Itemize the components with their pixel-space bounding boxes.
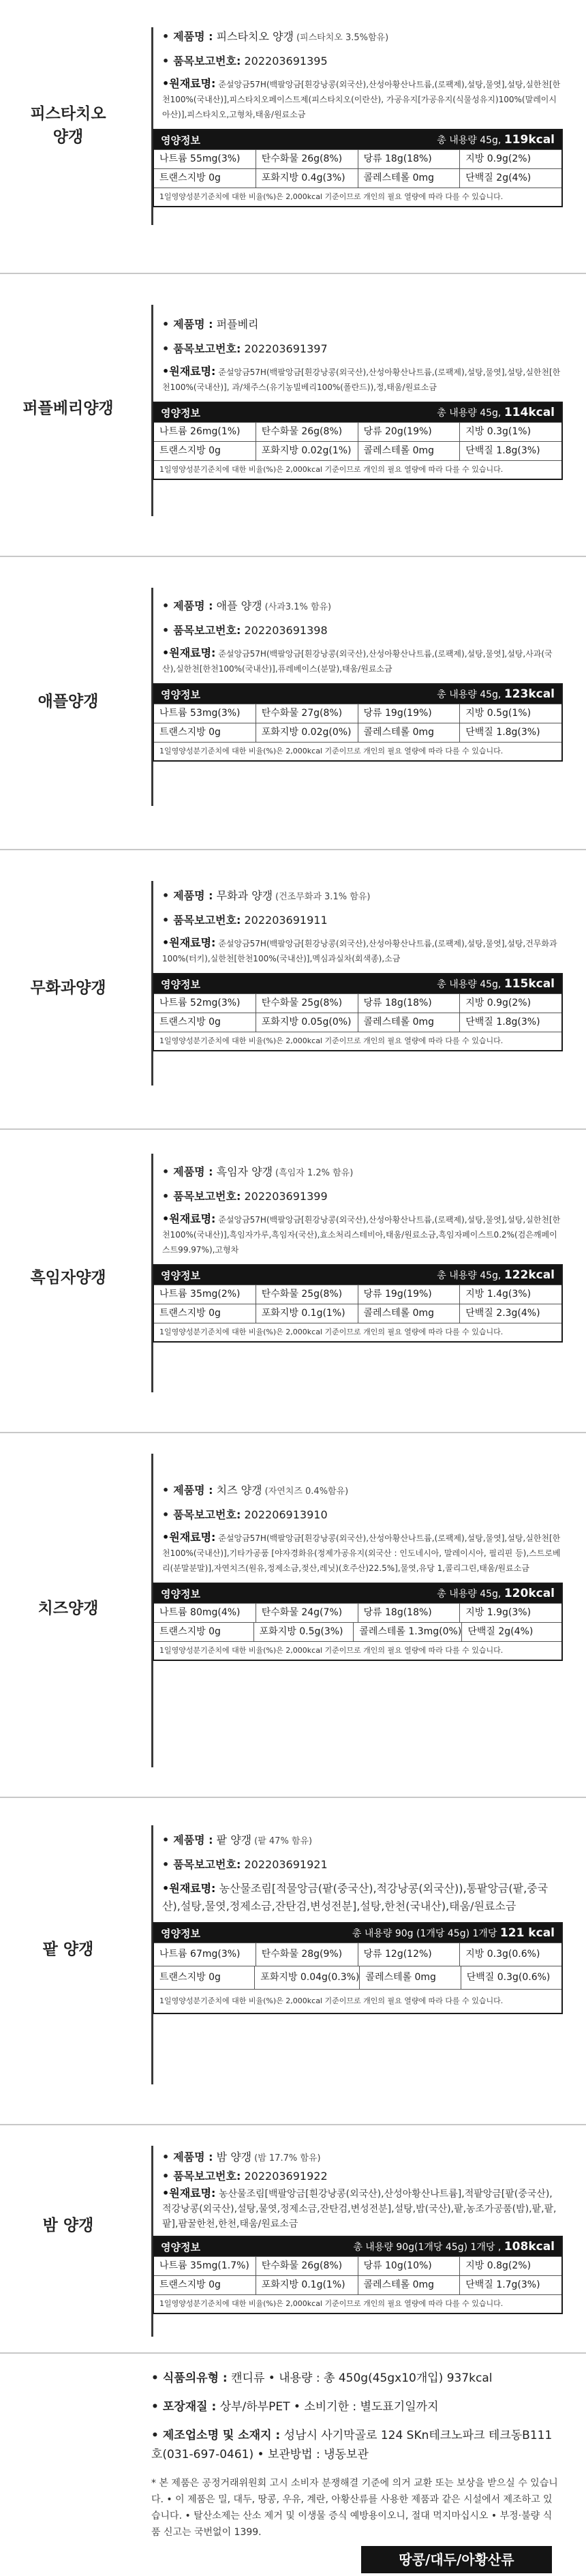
nutrition-row: 나트륨 53mg(3%) 탄수화물 27g(8%) 당류 19g(19%) 지방 0.5g(1%) [154, 704, 561, 723]
product-panel [151, 1164, 561, 1343]
product-section-red-bean [0, 1797, 586, 2121]
product-info-line: • 식품의유형 : 캔디류 • 내용량 : 총 450g(45gx10개입) 937kcal [151, 2371, 493, 2385]
product-panel [151, 1832, 561, 2014]
product-section-chestnut [0, 2124, 586, 2349]
nutrition-row: 트랜스지방 0g 포화지방 0.02g(1%) 콜레스테롤 0mg 단백질 1.8g(3%) [154, 441, 561, 460]
nutrition-row: 나트륨 26mg(1%) 탄수화물 26g(8%) 당류 20g(19%) 지방 0.3g(1%) [154, 422, 561, 441]
nutrition-footnote: 1일영양성분기준치에 대한 비율(%)은 2,000kcal 기준이므로 개인의 필요 열량에 따라 다를 수 있습니다. [154, 188, 561, 206]
report-number-field: • 품목보고번호: 202203691398 [162, 624, 328, 637]
kcal-value: 114kcal [504, 406, 555, 419]
legal-notice: * 본 제품은 공정거래위원회 고시 소비자 분쟁해결 기준에 의거 교환 또는 보상을 받으실 수 있습니다. • 이 제품은 밀, 대두, 땅콩, 우유, 계란, 아황산류를 사용한 제품과 같은 시설에서 제조하고 있습니다. • 탈산소제는 산소 제거 및 이생물 증식 예방용이오니, 절대 먹지마십시오 • 부정·불량 식품 신고는 국번없이 1399. [151, 2478, 558, 2538]
product-side-name: 흑임자양갱 [30, 1269, 106, 1287]
kcal-value: 120kcal [504, 1587, 555, 1600]
product-info-line: • 포장재질 : 상부/하부PET • 소비기한 : 별도표기일까지 [151, 2400, 439, 2414]
nutrition-footnote: 1일영양성분기준치에 대한 비율(%)은 2,000kcal 기준이므로 개인의 필요 열량에 따라 다를 수 있습니다. [154, 1323, 561, 1341]
nutrition-title: 영양정보 [161, 134, 200, 147]
nutrition-table: 영양정보 총 내용량 45g, 115kcal 나트륨 52mg(3%) 탄수화물 25g(8%) 당류 18g(18%) 지방 0.9g(2%) 트랜스지방 0g 포화지방 0.05g(0%) 콜레스테롤 0mg 단백질 1.8g(3%) 1일영양성분기준치에 대한 비율(%)은 2,000kcal 기준이므로 개인의 필요 열량에 따라 다를 수 있습니다. [153, 973, 563, 1051]
report-number-field: • 품목보고번호: 202203691921 [162, 1858, 328, 1871]
nutrition-row: 나트륨 67mg(3%) 탄수화물 28g(9%) 당류 12g(12%) 지방 0.3g(0.6%) [154, 1943, 561, 1966]
nutrition-table: 영양정보 총 내용량 45g, 119kcal 나트륨 55mg(3%) 탄수화물 26g(8%) 당류 18g(18%) 지방 0.9g(2%) 트랜스지방 0g 포화지방 0.4g(3%) 콜레스테롤 0mg 단백질 2g(4%) 1일영양성분기준치에 대한 비율(%)은 2,000kcal 기준이므로 개인의 필요 열량에 따라 다를 수 있습니다. [153, 129, 563, 207]
nutrition-footnote: 1일영양성분기준치에 대한 비율(%)은 2,000kcal 기준이므로 개인의 필요 열량에 따라 다를 수 있습니다. [154, 742, 561, 760]
product-side-name: 치즈양갱 [37, 1600, 99, 1617]
nutrition-title: 영양정보 [161, 688, 200, 701]
product-panel [151, 598, 561, 762]
product-name-field: • 제품명 : 무화과 양갱 (건조무화과 3.1% 함유) [162, 889, 371, 902]
product-panel [151, 316, 561, 480]
nutrition-title: 영양정보 [161, 1269, 200, 1282]
nutrition-table: 영양정보 총 내용량 45g, 123kcal 나트륨 53mg(3%) 탄수화물 27g(8%) 당류 19g(19%) 지방 0.5g(1%) 트랜스지방 0g 포화지방 0.02g(0%) 콜레스테롤 0mg 단백질 1.8g(3%) 1일영양성분기준치에 대한 비율(%)은 2,000kcal 기준이므로 개인의 필요 열량에 따라 다를 수 있습니다. [153, 683, 563, 762]
kcal-value: 115kcal [504, 977, 555, 991]
nutrition-title: 영양정보 [161, 2241, 200, 2253]
product-name-field: • 제품명 : 흑임자 양갱 (흑임자 1.2% 함유) [162, 1165, 354, 1178]
product-info-block [151, 2369, 560, 2474]
nutrition-footnote: 1일영양성분기준치에 대한 비율(%)은 2,000kcal 기준이므로 개인의 필요 열량에 따라 다를 수 있습니다. [154, 460, 561, 479]
product-name-field: • 제품명 : 팥 양갱 (팥 47% 함유) [162, 1833, 313, 1846]
ingredients-field: •원재료명: 준설앙금57H(백팔앙금[흰강낭콩(외국산),산성아황산나트륨,(로팩제),설탕,물엿],설탕,실한천[한천100%(국내산)],기타가공품 [야자경화유(정제가공유지(외국산 : 인도네시아, 말레이시아, 필리핀 등),스트로베리(분말분말)],자연치즈(원유,정제소금,젖산,레닛)(호주산)22.5%],물엿,유당 1,콜리그린,태움/원료소금 [162, 1531, 561, 1573]
product-panel [151, 2149, 561, 2314]
kcal-value: 121 kcal [499, 1926, 555, 1940]
product-panel [151, 1482, 561, 1661]
kcal-value: 108kcal [504, 2240, 555, 2253]
product-name-field: • 제품명 : 밤 양갱 (밤 17.7% 함유) [162, 2151, 321, 2163]
nutrition-row: 트랜스지방 0g 포화지방 0.02g(0%) 콜레스테롤 0mg 단백질 1.8g(3%) [154, 723, 561, 742]
report-number-field: • 품목보고번호: 202203691397 [162, 342, 328, 355]
nutrition-table: 영양정보 총 내용량 45g, 120kcal 나트륨 80mg(4%) 탄수화물 24g(7%) 당류 18g(18%) 지방 1.9g(3%) 트랜스지방 0g 포화지방 0.5g(3%) 콜레스테롤 1.3mg(0%) 단백질 2g(4%) 1일영양성분기준치에 대한 비율(%)은 2,000kcal 기준이므로 개인의 필요 열량에 따라 다를 수 있습니다. [153, 1583, 563, 1661]
product-side-name: 퍼플베리양갱 [22, 400, 114, 417]
product-section-cheese [0, 1432, 586, 1793]
allergy-badge: 땅콩/대두/아황산류 [361, 2546, 552, 2573]
nutrition-row: 나트륨 80mg(4%) 탄수화물 24g(7%) 당류 18g(18%) 지방 1.9g(3%) [154, 1603, 561, 1622]
nutrition-row: 트랜스지방 0g 포화지방 0.1g(1%) 콜레스테롤 0mg 단백질 1.7g(3%) [154, 2275, 561, 2294]
product-section-apple [0, 556, 586, 845]
nutrition-footnote: 1일영양성분기준치에 대한 비율(%)은 2,000kcal 기준이므로 개인의 필요 열량에 따라 다를 수 있습니다. [154, 2294, 561, 2313]
product-side-name: 피스타치오 양갱 [30, 105, 106, 146]
product-side-name: 밤 양갱 [42, 2217, 94, 2234]
product-side-name: 팥 양갱 [42, 1941, 94, 1958]
product-name-field: • 제품명 : 피스타치오 양갱 (피스타치오 3.5%함유) [162, 30, 389, 43]
report-number-field: • 품목보고번호: 202203691922 [162, 2170, 328, 2183]
product-panel [151, 29, 561, 207]
nutrition-title: 영양정보 [161, 406, 200, 419]
product-section-pistachio [0, 0, 586, 269]
product-name-field: • 제품명 : 퍼플베리 [162, 318, 259, 331]
product-section-purpleberry [0, 273, 586, 552]
nutrition-row: 트랜스지방 0g 포화지방 0.4g(3%) 콜레스테롤 0mg 단백질 2g(4%) [154, 168, 561, 188]
nutrition-table: 영양정보 총 내용량 90g(1개당 45g) 1개당 , 108kcal 나트륨 35mg(1.7%) 탄수화물 26g(8%) 당류 10g(10%) 지방 0.8g(2%) 트랜스지방 0g 포화지방 0.1g(1%) 콜레스테롤 0mg 단백질 1.7g(3%) 1일영양성분기준치에 대한 비율(%)은 2,000kcal 기준이므로 개인의 필요 열량에 따라 다를 수 있습니다. [153, 2236, 563, 2314]
nutrition-footnote: 1일영양성분기준치에 대한 비율(%)은 2,000kcal 기준이므로 개인의 필요 열량에 따라 다를 수 있습니다. [154, 1641, 561, 1660]
report-number-field: • 품목보고번호: 202203691395 [162, 55, 328, 68]
kcal-value: 122kcal [504, 1268, 555, 1282]
product-name-field: • 제품명 : 애플 양갱 (사과3.1% 함유) [162, 599, 332, 612]
ingredients-field: •원재료명: 농산물조림[적물앙금(팥(중국산),적강낭콩(외국산)),통팥앙금(팥,중국산),설탕,물엿,정제소금,잔탄검,변성전분],설탕,한천(국내산),태움/원료소금 [162, 1882, 549, 1913]
ingredients-field: •원재료명: 준설앙금57H(백팔앙금[흰강낭콩(외국산),산성아황산나트륨,(로팩제),설탕,물엿],설탕,사과(국산),실한천[한천100%(국내산)],퓨레베이스(분말),태움/원료소금 [162, 646, 553, 674]
nutrition-row: 트랜스지방 0g 포화지방 0.1g(1%) 콜레스테롤 0mg 단백질 2.3g(4%) [154, 1304, 561, 1323]
report-number-field: • 품목보고번호: 202206913910 [162, 1508, 328, 1521]
nutrition-title: 영양정보 [161, 978, 200, 991]
product-panel [151, 888, 561, 1051]
nutrition-footnote: 1일영양성분기준치에 대한 비율(%)은 2,000kcal 기준이므로 개인의 필요 열량에 따라 다를 수 있습니다. [154, 1032, 561, 1050]
report-number-field: • 품목보고번호: 202203691399 [162, 1190, 328, 1203]
nutrition-title: 영양정보 [161, 1587, 200, 1600]
nutrition-title: 영양정보 [161, 1927, 200, 1940]
ingredients-field: •원재료명: 준설앙금57H(백팔앙금[흰강낭콩(외국산),산성아황산나트륨,(로팩제),설탕,물엿],설탕,건무화과100%(터키),실한천[한천100%(국내산)],멕심과실차(회색종),소금 [162, 936, 557, 963]
kcal-value: 119kcal [504, 133, 555, 147]
nutrition-row: 나트륨 55mg(3%) 탄수화물 26g(8%) 당류 18g(18%) 지방 0.9g(2%) [154, 149, 561, 168]
nutrition-row: 트랜스지방 0g 포화지방 0.04g(0.3%) 콜레스테롤 0mg 단백질 0.3g(0.6%) [154, 1966, 561, 1989]
nutrition-table: 영양정보 총 내용량 90g (1개당 45g) 1개당 121 kcal 나트륨 67mg(3%) 탄수화물 28g(9%) 당류 12g(12%) 지방 0.3g(0.6%) 트랜스지방 0g 포화지방 0.04g(0.3%) 콜레스테롤 0mg 단백질 0.3g(0.6%) 1일영양성분기준치에 대한 비율(%)은 2,000kcal 기준이므로 개인의 필요 열량에 따라 다를 수 있습니다. [153, 1922, 563, 2014]
product-name-field: • 제품명 : 치즈 양갱 (자연치즈 0.4%함유) [162, 1484, 349, 1497]
nutrition-row: 나트륨 35mg(1.7%) 탄수화물 26g(8%) 당류 10g(10%) 지방 0.8g(2%) [154, 2256, 561, 2275]
nutrition-row: 트랜스지방 0g 포화지방 0.05g(0%) 콜레스테롤 0mg 단백질 1.8g(3%) [154, 1013, 561, 1032]
product-section-fig [0, 849, 586, 1125]
ingredients-field: •원재료명: 농산물조림[백팔앙금[흰강낭콩(외국산),산성아황산나트륨],적팥앙금[팥(중국산),적강낭콩(외국산),설탕,물엿,정제소금,잔탄검,변성전분],설탕,밤(국산),팥,농조가공품(밤),팥,팥,팥],팜꿀한천,한천,태움/원료소금 [162, 2187, 557, 2230]
product-section-black-sesame [0, 1128, 586, 1428]
product-side-name: 애플양갱 [37, 693, 99, 710]
report-number-field: • 품목보고번호: 202203691911 [162, 914, 328, 927]
nutrition-row: 나트륨 52mg(3%) 탄수화물 25g(8%) 당류 18g(18%) 지방 0.9g(2%) [154, 993, 561, 1013]
nutrition-row: 트랜스지방 0g 포화지방 0.5g(3%) 콜레스테롤 1.3mg(0%) 단백질 2g(4%) [154, 1622, 561, 1641]
kcal-value: 123kcal [504, 687, 555, 701]
product-info-line: • 제조업소명 및 소재지 : 성남시 사기막골로 124 SKn테크노파크 테크동B111호(031-697-0461) • 보관방법 : 냉동보관 [151, 2429, 553, 2461]
product-side-name: 무화과양갱 [30, 979, 106, 997]
ingredients-field: •원재료명: 준설앙금57H(백팔앙금[흰강낭콩(외국산),산성아황산나트륨,(로팩제),설탕,물엿],설탕,실한천[한천100%(국내산)],흑임자가루,흑임자(국산),효소처리스테비아,태움/원료소금,흑임자페이스트0.2%(검은깨페이스트99.97%),고형차 [162, 1212, 561, 1255]
nutrition-footnote: 1일영양성분기준치에 대한 비율(%)은 2,000kcal 기준이므로 개인의 필요 열량에 따라 다를 수 있습니다. [154, 1989, 561, 2013]
ingredients-field: •원재료명: 준설앙금57H(백팔앙금[흰강낭콩(외국산),산성아황산나트륨,(로팩제),설탕,물엿],설탕,실한천[한천100%(국내산)],피스타치오페이스트제(피스타치오(이란산), 가공유지[가공유지(식물성유지)100%(말레이시아산)],피스타치오,고형차,태움/원료소금 [162, 77, 561, 119]
nutrition-row: 나트륨 35mg(2%) 탄수화물 25g(8%) 당류 19g(19%) 지방 1.4g(3%) [154, 1285, 561, 1304]
ingredients-field: •원재료명: 준설앙금57H(백팔앙금[흰강낭콩(외국산),산성아황산나트륨,(로팩제),설탕,물엿],설탕,실한천[한천100%(국내산)], 과/채주스(유기농빌베리100%(폴란드)),정,태움/원료소금 [162, 365, 561, 392]
nutrition-table: 영양정보 총 내용량 45g, 122kcal 나트륨 35mg(2%) 탄수화물 25g(8%) 당류 19g(19%) 지방 1.4g(3%) 트랜스지방 0g 포화지방 0.1g(1%) 콜레스테롤 0mg 단백질 2.3g(4%) 1일영양성분기준치에 대한 비율(%)은 2,000kcal 기준이므로 개인의 필요 열량에 따라 다를 수 있습니다. [153, 1264, 563, 1343]
nutrition-table: 영양정보 총 내용량 45g, 114kcal 나트륨 26mg(1%) 탄수화물 26g(8%) 당류 20g(19%) 지방 0.3g(1%) 트랜스지방 0g 포화지방 0.02g(1%) 콜레스테롤 0mg 단백질 1.8g(3%) 1일영양성분기준치에 대한 비율(%)은 2,000kcal 기준이므로 개인의 필요 열량에 따라 다를 수 있습니다. [153, 402, 563, 480]
product-info-section [0, 2352, 586, 2576]
